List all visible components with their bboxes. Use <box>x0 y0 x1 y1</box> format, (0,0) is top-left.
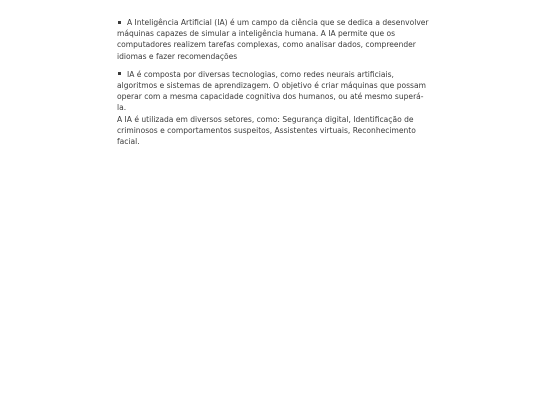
bullet-text: IA é composta por diversas tecnologias, como redes neurais artificiais, algoritmos e sistemas de aprendizagem. O objetivo é criar máquinas que possam operar com a mesma capacidade cognitiva dos humanos, ou até mesmo superá-la. <box>117 69 426 113</box>
bullet-item-2 <box>117 69 429 147</box>
square-bullet-icon <box>118 72 121 75</box>
bullet-item-1 <box>117 17 429 62</box>
bullet-text: A IA é utilizada em diversos setores, como: Segurança digital, Identificação de criminosos e comportamentos suspeitos, Assistentes virtuais, Reconhecimento facial. <box>117 114 416 147</box>
bullet-paragraph <box>117 17 429 62</box>
bullet-paragraph <box>117 69 429 114</box>
bullet-list <box>117 17 429 154</box>
bullet-text: A Inteligência Artificial (IA) é um campo da ciência que se dedica a desenvolver máquinas capazes de simular a inteligência humana. A IA permite que os computadores realizem tarefas complexas, como analisar dados, compreender idiomas e fazer recomendações <box>117 18 429 61</box>
bullet-paragraph-continuation <box>117 114 429 148</box>
square-bullet-icon <box>118 21 121 24</box>
